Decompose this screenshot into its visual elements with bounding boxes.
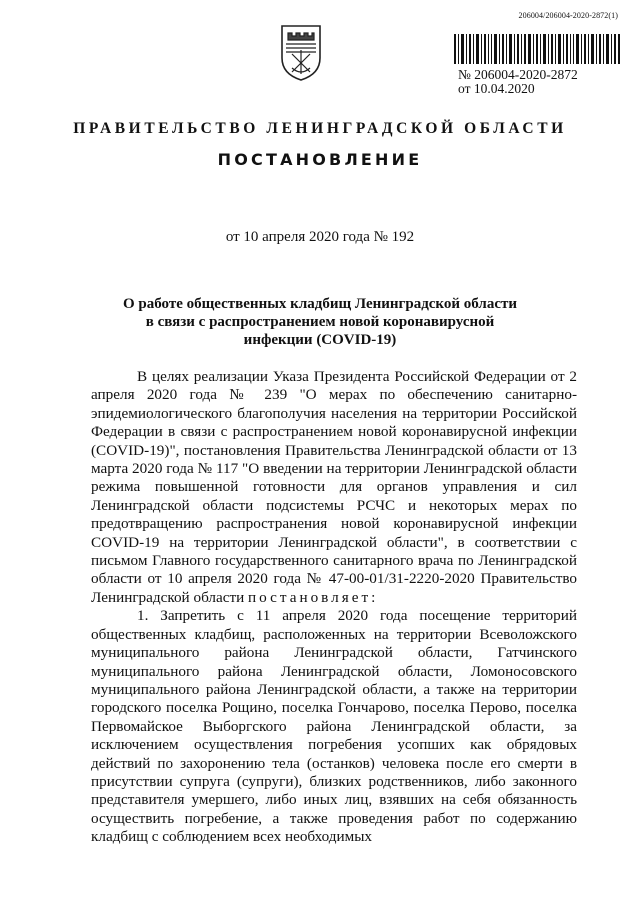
leningrad-oblast-coat-of-arms-icon: [280, 24, 322, 82]
document-type: ПОСТАНОВЛЕНИЕ: [217, 150, 423, 169]
document-id: 206004/206004-2020-2872(1): [518, 11, 618, 20]
subject-line-1: О работе общественных кладбищ Ленинградской области: [123, 296, 517, 312]
preamble-paragraph: [91, 368, 577, 607]
subject-line-3: инфекции (COVID-19): [243, 332, 397, 348]
document-body: [91, 368, 577, 847]
decree-keyword: постановляет:: [248, 588, 379, 606]
document-date: от 10 апреля 2020 года № 192: [225, 229, 415, 245]
barcode-icon: [452, 32, 622, 66]
registration-date: от 10.04.2020: [458, 81, 535, 96]
registration-info: [458, 68, 578, 96]
government-title: ПРАВИТЕЛЬСТВО ЛЕНИНГРАДСКОЙ ОБЛАСТИ: [73, 120, 567, 137]
preamble-text: В целях реализации Указа Президента Российской Федерации от 2 апреля 2020 года № 239 "О мерах по обеспечению санитарно-эпидемиологического благополучия населения на территории Российской Федерации в связи с распространением новой коронавирусной инфекции (COVID-19)", постановления Правительства Ленинградской области от 13 марта 2020 года № 117 "О введении на территории Ленинградской области режима повышенной готовности для органов управления и сил Ленинградской области подсистемы РСЧС и некоторых мерах по предотвращению распространения новой коронавирусной инфекции COVID-19 на территории Ленинградской области", в соответствии с письмом Главного государственного санитарного врача по Ленинградской области от 10 апреля 2020 года № 47-00-01/31-2220-2020 Правительство Ленинградской области: [91, 368, 577, 606]
clause-1-paragraph: 1. Запретить с 11 апреля 2020 года посещение территорий общественных кладбищ, расположенных на территории Всеволожского муниципального района Ленинградской области, Гатчинского муниципального района Ленинградской области, Ломоносовского муниципального района Ленинградской области, а также на территории городского поселка Рощино, поселка Гончарово, поселка Перово, поселка Первомайское Выборгского района Ленинградской области, за исключением осуществления погребения усопших как обрядовых действий по захоронению тела (останков) человека после его смерти в присутствии супруга (супруги), близких родственников, либо законного представителя умершего, либо иных лиц, взявших на себя обязанность осуществить погребение, а также проведения работ по содержанию кладбищ с соблюдением всех необходимых: [91, 607, 577, 846]
subject-line-2: в связи с распространением новой коронавирусной: [145, 314, 495, 330]
document-subject: [0, 295, 640, 349]
registration-number: № 206004-2020-2872: [458, 67, 578, 82]
